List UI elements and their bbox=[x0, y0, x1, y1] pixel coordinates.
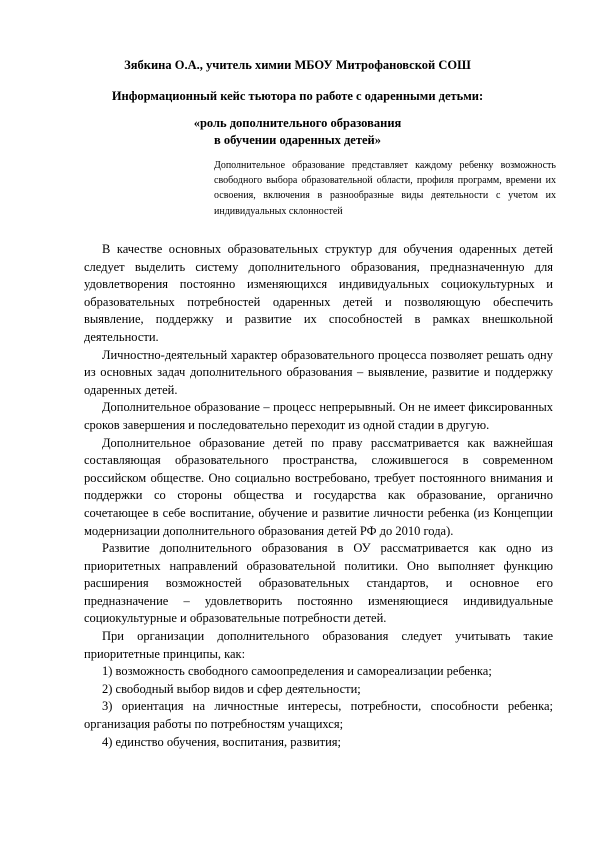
body-text bbox=[84, 241, 553, 751]
paragraph: При организации дополнительного образования следует учитывать такие приоритетные принципы, как: bbox=[84, 629, 553, 661]
paragraph: Личностно-деятельный характер образовательного процесса позволяет решать одну из основных задач дополнительного образования – выявление, развитие и поддержку одаренных детей. bbox=[84, 347, 553, 397]
principle-item: 2) свободный выбор видов и сфер деятельности; bbox=[102, 681, 361, 696]
principle-item: 3) ориентация на личностные интересы, потребности, способности ребенка; организация работы по потребностям учащихся; bbox=[84, 699, 553, 732]
principle-item: 1) возможность свободного самоопределения и самореализации ребенка; bbox=[102, 664, 492, 679]
paragraph: Развитие дополнительного образования в ОУ рассматривается как одно из приоритетных направлений образовательной политики. Оно выполняет функцию расширения возможностей образовательных стандартов, и основное его предназначение – удовлетворить постоянно изменяющиеся индивидуальные социокультурные и образовательные потребности детей. bbox=[84, 541, 553, 626]
epigraph: Дополнительное образование представляет каждому ребенку возможность свободного выбора образовательной области, профиля программ, времени их освоения, включения в разнообразные виды деятельности с учетом их индивидуальных склонностей bbox=[214, 160, 556, 217]
paragraph: Дополнительное образование детей по праву рассматривается как важнейшая составляющая образовательного пространства, сложившегося в современном российском обществе. Оно социально востребовано, требует постоянного внимания и поддержки со стороны общества и государства как образование, органично сочетающее в себе воспитание, обучение и развитие личности ребенка (из Концепции модернизации дополнительного образования детей РФ до 2010 года). bbox=[84, 435, 553, 538]
paragraph: Дополнительное образование – процесс непрерывный. Он не имеет фиксированных сроков завершения и последовательно переходит из одной стадии в другую. bbox=[84, 400, 553, 432]
topic-title-line-2: в обучении одаренных детей» bbox=[214, 133, 381, 147]
topic-title-line-1: «роль дополнительного образования bbox=[193, 116, 402, 130]
case-title: Информационный кейс тьютора по работе с одаренными детьми: bbox=[111, 89, 484, 103]
paragraph: В качестве основных образовательных структур для обучения одаренных детей следует выделить систему дополнительного образования, предназначенную для удовлетворения постоянно изменяющихся индивидуальных социокультурных и образовательных потребностей одаренных детей и позволяющую обеспечить выявление, поддержку и развитие их способностей в рамках внешкольной деятельности. bbox=[84, 242, 553, 344]
principle-item: 4) единство обучения, воспитания, развития; bbox=[102, 734, 342, 749]
author-line: Зябкина О.А., учитель химии МБОУ Митрофановской СОШ bbox=[124, 58, 471, 72]
